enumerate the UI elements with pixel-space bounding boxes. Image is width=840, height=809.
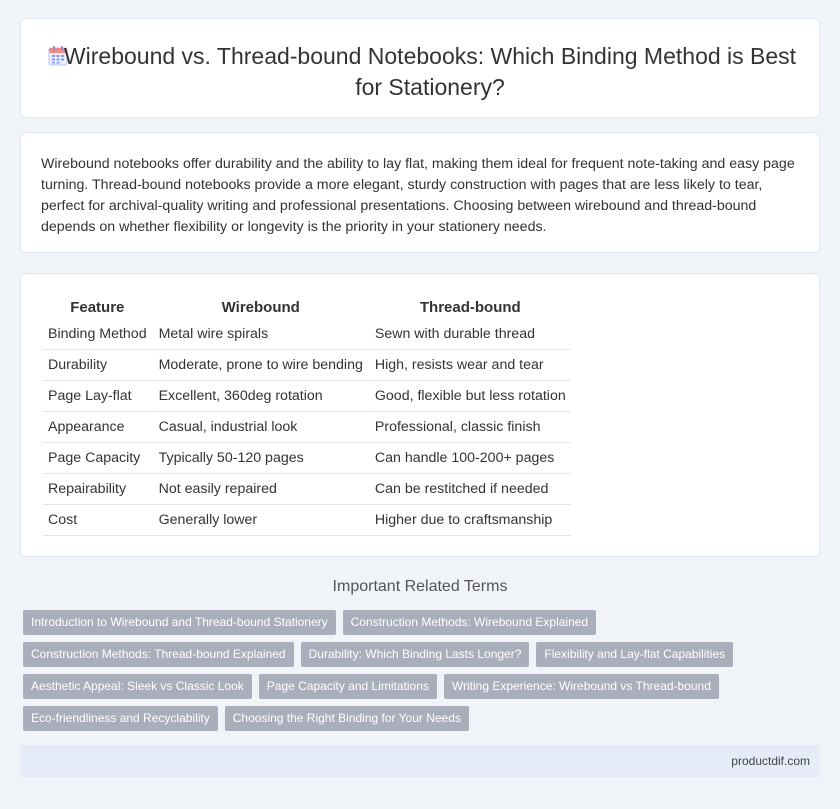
table-header-row (43, 294, 571, 319)
tag-row (23, 642, 823, 667)
intro-card (20, 132, 820, 253)
tag-row (23, 674, 823, 699)
table-cell: Appearance (43, 412, 152, 443)
table-row (43, 381, 571, 412)
related-term-tag[interactable]: Choosing the Right Binding for Your Needs (225, 706, 469, 731)
table-row (43, 319, 571, 350)
intro-paragraph: Wirebound notebooks offer durability and the ability to lay flat, making them ideal for frequent note-taking and easy page turning. Thread-bound notebooks provide a more elegant, sturdy construction with pages that are less likely to tear, perfect for archival-quality writing and professional presentations. Choosing between wirebound and thread-bound depends on whether flexibility or longevity is the priority in your stationery needs. (41, 156, 795, 235)
header-wirebound: Wirebound (152, 294, 368, 319)
tag-row (23, 610, 823, 635)
table-cell: Typically 50-120 pages (152, 443, 368, 474)
table-row (43, 505, 571, 536)
table-row (43, 350, 571, 381)
related-terms-list (23, 610, 823, 738)
table-row (43, 412, 571, 443)
related-term-tag[interactable]: Durability: Which Binding Lasts Longer? (301, 642, 530, 667)
related-terms-title: Important Related Terms (332, 578, 508, 595)
tag-row (23, 706, 823, 731)
header-feature: Feature (70, 299, 125, 316)
table-cell: Excellent, 360deg rotation (152, 381, 368, 412)
table-cell: Cost (43, 505, 152, 536)
related-term-tag[interactable]: Construction Methods: Thread-bound Explained (23, 642, 294, 667)
table-cell: Binding Method (43, 319, 152, 350)
table-cell: Sewn with durable thread (368, 319, 571, 350)
table-cell: Can handle 100-200+ pages (368, 443, 571, 474)
table-cell: Professional, classic finish (368, 412, 571, 443)
table-cell: Durability (43, 350, 152, 381)
table-cell: Generally lower (152, 505, 368, 536)
table-cell: Good, flexible but less rotation (368, 381, 571, 412)
table-cell: Repairability (43, 474, 152, 505)
related-term-tag[interactable]: Introduction to Wirebound and Thread-bound Stationery (23, 610, 336, 635)
table-cell: Page Capacity (43, 443, 152, 474)
comparison-card (20, 273, 820, 557)
page-title: Wirebound vs. Thread-bound Notebooks: Which Binding Method is Best for Stationery? (63, 43, 797, 100)
comparison-table (43, 294, 571, 536)
related-term-tag[interactable]: Aesthetic Appeal: Sleek vs Classic Look (23, 674, 252, 699)
related-term-tag[interactable]: Page Capacity and Limitations (259, 674, 437, 699)
related-term-tag[interactable]: Construction Methods: Wirebound Explained (343, 610, 596, 635)
related-term-tag[interactable]: Writing Experience: Wirebound vs Thread-bound (444, 674, 719, 699)
table-cell: High, resists wear and tear (368, 350, 571, 381)
footer-site-link[interactable]: productdif.com (731, 754, 810, 768)
table-cell: Can be restitched if needed (368, 474, 571, 505)
footer (20, 745, 820, 777)
table-cell: Page Lay-flat (43, 381, 152, 412)
table-row (43, 443, 571, 474)
table-cell: Higher due to craftsmanship (368, 505, 571, 536)
table-cell: Moderate, prone to wire bending (152, 350, 368, 381)
table-cell: Casual, industrial look (152, 412, 368, 443)
header-card (20, 18, 820, 118)
table-row (43, 474, 571, 505)
related-term-tag[interactable]: Flexibility and Lay-flat Capabilities (536, 642, 733, 667)
table-cell: Metal wire spirals (152, 319, 368, 350)
related-term-tag[interactable]: Eco-friendliness and Recyclability (23, 706, 218, 731)
table-cell: Not easily repaired (152, 474, 368, 505)
header-thread-bound: Thread-bound (368, 294, 571, 319)
